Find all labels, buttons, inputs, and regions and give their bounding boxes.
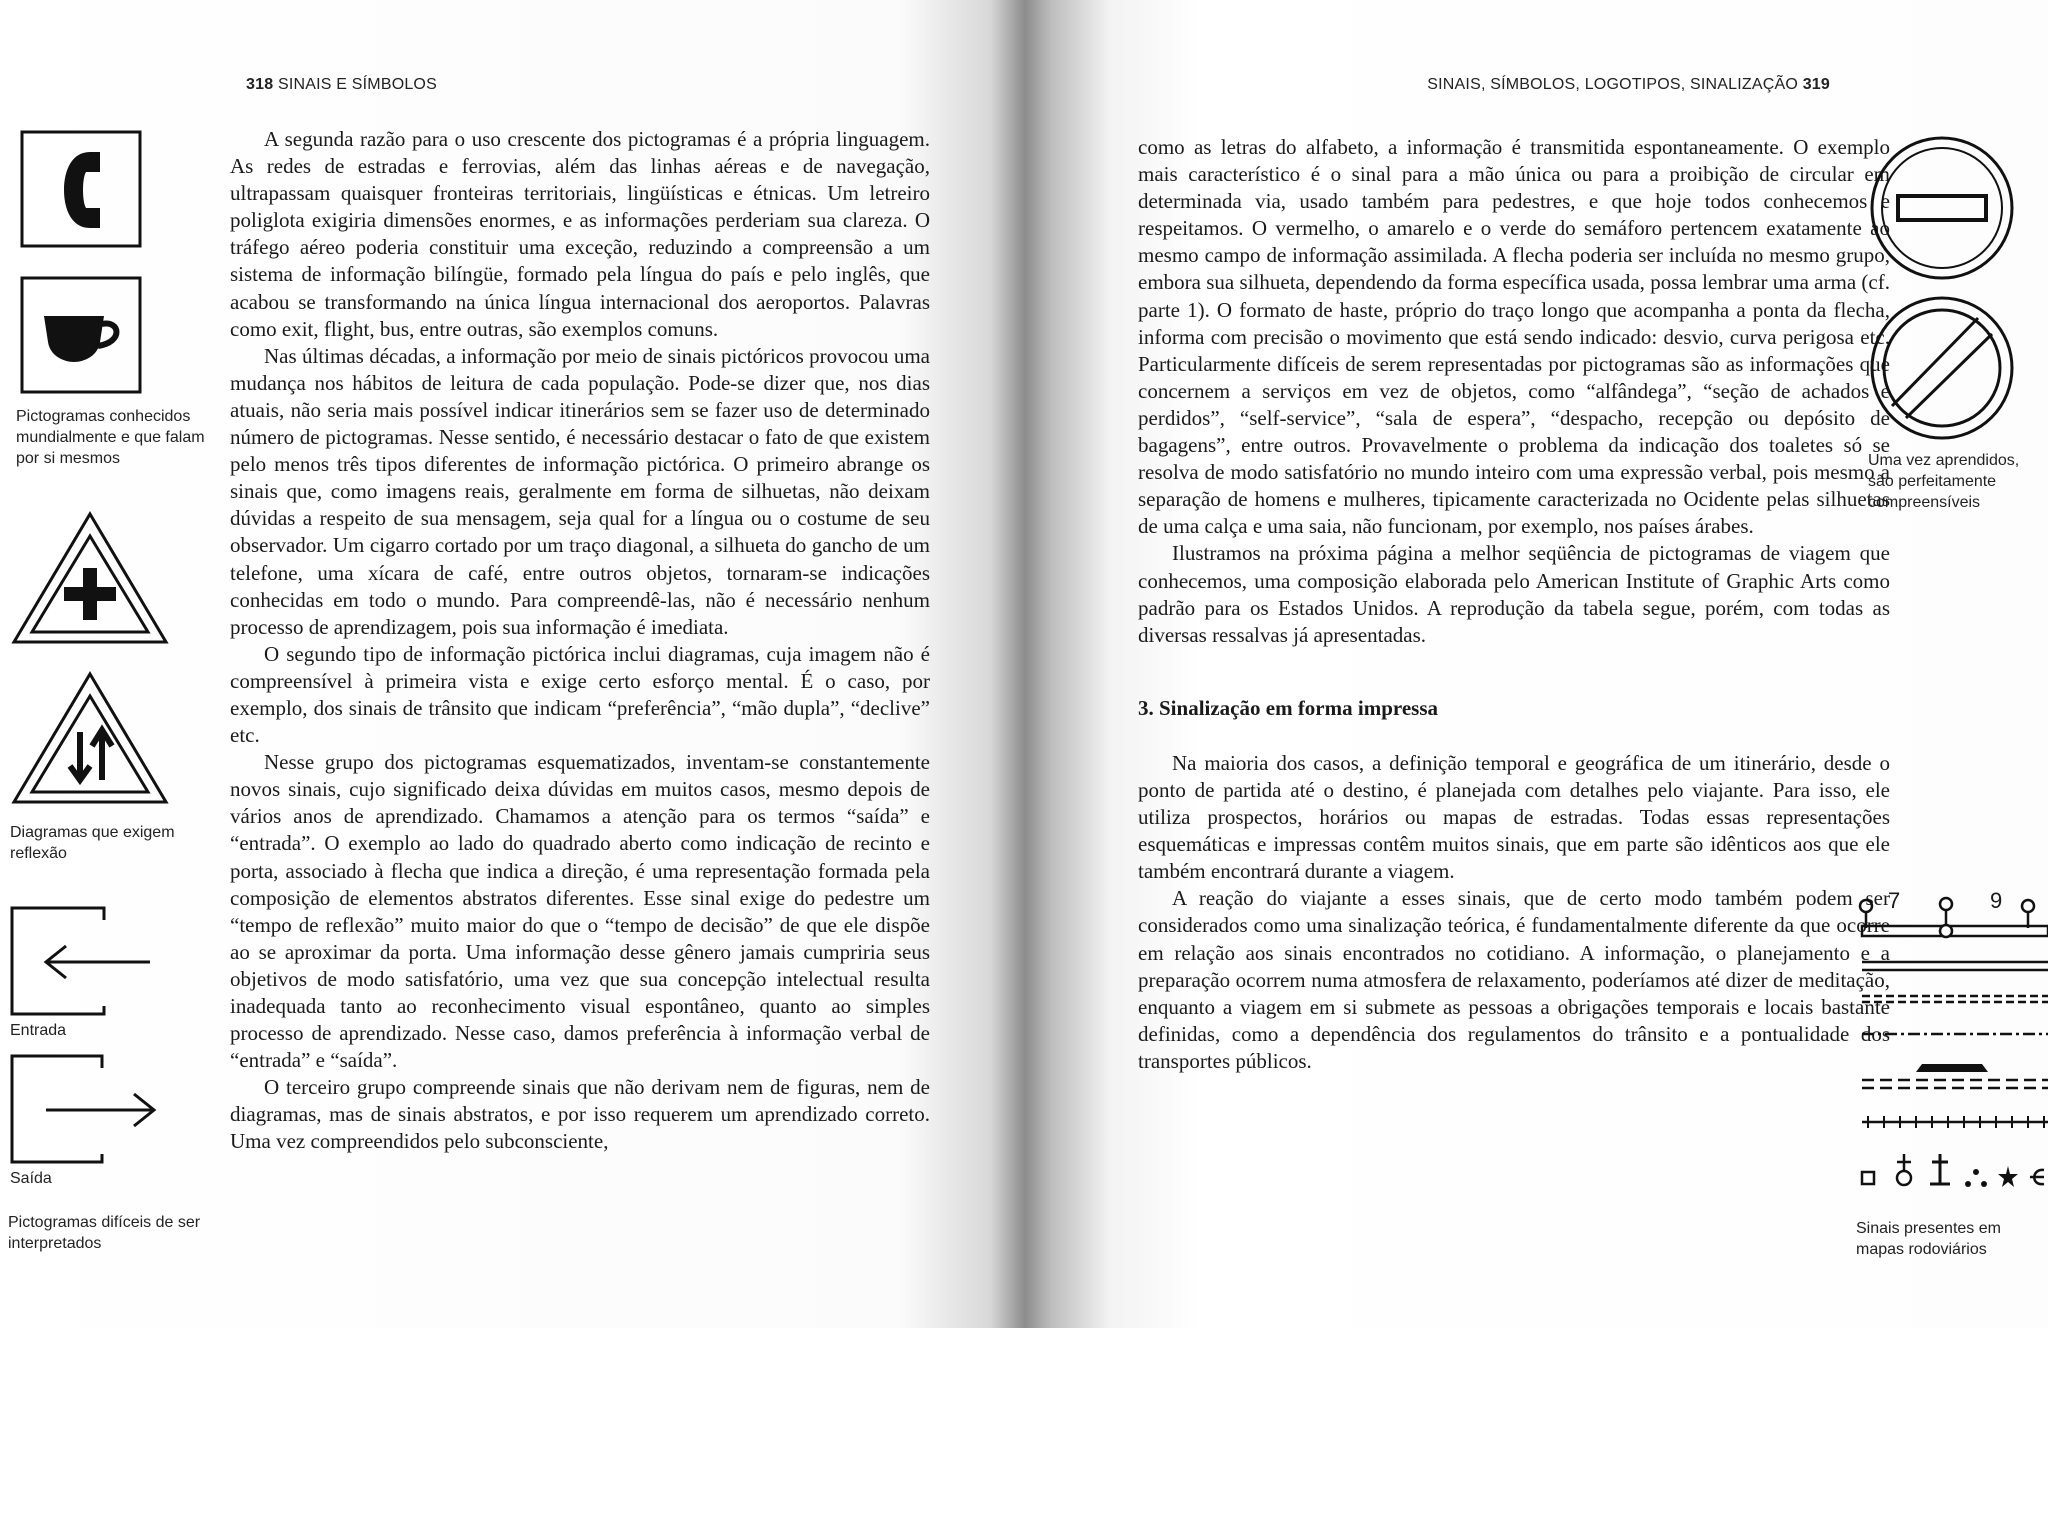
caption-entrada: Entrada — [10, 1022, 67, 1039]
map-symbols-icon — [1858, 888, 2048, 1207]
caption-learned: Uma vez aprendidos, são perfeitamente compreensíveis — [1868, 452, 2020, 511]
prohibition-sign-icon — [1868, 294, 2018, 449]
caption-diagrams: Diagramas que exigem reflexão — [10, 824, 175, 862]
caption-saida: Saída — [10, 1170, 52, 1187]
left-paragraph-3: O segundo tipo de informação pictórica inclui diagramas, cuja imagem não é compreensível à primeira vista e exige certo esforço mental. É o caso, por exemplo, dos sinais de trânsito que indicam “preferência”, “mão dupla”, “declive” etc. — [230, 641, 930, 748]
right-page — [1060, 0, 2048, 1328]
no-entry-sign-icon — [1868, 134, 2018, 289]
map-digit-9: 9 — [1990, 888, 2003, 913]
right-running-head — [1427, 76, 1830, 94]
left-paragraph-2: Nas últimas décadas, a informação por meio de sinais pictóricos provocou uma mudança nos hábitos de leitura de cada população. Pode-se dizer que, nos dias atuais, não seria mais possível indicar itinerários sem se fazer uso de determinado número de pictogramas. Nesse sentido, é necessário destacar o fato de que existem pelo menos três tipos diferentes de informação pictórica. O primeiro abrange os sinais que, como imagens reais, geralmente em forma de silhuetas, não deixam dúvidas a respeito de sua mensagem, seja qual for a língua ou o costume de seu observador. Um cigarro cortado por um traço diagonal, a silhueta do gancho de um telefone, uma xícara de café, entre outros objetos, tornaram-se indicações conhecidas em todo o mundo. Para compreendê-las, não é necessário nenhum processo de aprendizagem, pois sua informação é imediata. — [230, 343, 930, 639]
coffee-cup-icon — [20, 276, 144, 401]
left-body-text — [230, 126, 930, 1156]
right-paragraph-4: A reação do viajante a esses sinais, que de certo modo também podem ser considerados como uma sinalização teórica, é fundamentalmente diferente da que ocorre em relação aos sinais encontrados no cotidiano. A informação, o planejamento e a preparação ocorrem numa atmosfera de relaxamento, poderíamos até dizer de meditação, enquanto a viagem em si submete as pessoas a obrigações temporais e locais bastante definidas, como a dependência dos regulamentos do trânsito e a pontualidade dos transportes públicos. — [1138, 886, 1890, 1073]
right-paragraph-2: Ilustramos na próxima página a melhor seqüência de pictogramas de viagem que conhecemos, uma composição elaborada pelo American Institute of Graphic Arts como padrão para os Estados Unidos. A reprodução da tabela segue, porém, com todas as diversas ressalvas já apresentadas. — [1138, 541, 1890, 647]
right-running-title: SINAIS, SÍMBOLOS, LOGOTIPOS, SINALIZAÇÃO — [1427, 76, 1799, 93]
left-page — [0, 0, 1030, 1328]
left-paragraph-1: A segunda razão para o uso crescente dos pictogramas é a própria linguagem. As redes de estradas e ferrovias, além das linhas aéreas e de navegação, ultrapassam quaisquer fronteiras territoriais, lingüísticas e étnicas. Um letreiro poliglota exigiria dimensões enormes, e as informações perderiam sua clareza. O tráfego aéreo poderia constituir uma exceção, reduzindo a compreensão a um sistema de informação bilíngüe, formado pela língua do país e pelo inglês, que acabou se transformando na única língua internacional dos aeroportos. Palavras como exit, flight, bus, entre outras, são exemplos comuns. — [230, 127, 930, 341]
left-page-number: 318 — [246, 76, 274, 93]
caption-maps: Sinais presentes em mapas rodoviários — [1856, 1220, 2001, 1258]
caption-known-pictograms: Pictogramas conhecidos mundialmente e que falam por si mesmos — [16, 408, 205, 467]
left-paragraph-5: O terceiro grupo compreende sinais que não derivam nem de figuras, nem de diagramas, mas de sinais abstratos, e por isso requerem um aprendizado correto. Uma vez compreendidos pelo subconsciente, — [230, 1075, 930, 1154]
right-body-text — [1138, 134, 1890, 1075]
left-paragraph-4: Nesse grupo dos pictogramas esquematizados, inventam-se constantemente novos sinais, cujo significado deixa dúvidas em muitos casos, mesmo depois de vários anos de aprendizado. Chamamos a atenção para os termos “saída” e “entrada”. O exemplo ao lado do quadrado aberto como indicação de recinto e porta, associado à flecha que indica a direção, é uma representação formada pela composição de elementos abstratos diferentes. Esse sinal exige do pedestre um “tempo de reflexão” muito maior do que o “tempo de decisão” de que ele dispõe ao se aproximar da porta. Uma informação desse gênero jamais cumpriria seus objetivos de modo satisfatório, uma vez que sua concepção intelectual resulta inadequada tanto ao reconhecimento visual espontâneo, quanto ao simples processo de aprendizado. Nesse caso, damos preferência à informação verbal de “entrada” e “saída”. — [230, 750, 930, 1073]
left-running-head — [246, 76, 437, 94]
section-title: 3. Sinalização em forma impressa — [1138, 695, 1438, 720]
right-paragraph-3: Na maioria dos casos, a definição temporal e geográfica de um itinerário, desde o ponto de partida até o destino, é planejada com detalhes pelo viajante. Para isso, ele utiliza prospectos, horários ou mapas de estradas. Todas essas representações esquemáticas e impressas contêm muitos sinais, que em parte são idênticos aos que ele também encontrará durante a viagem. — [1138, 750, 1890, 884]
two-way-traffic-sign-icon — [10, 670, 170, 811]
right-paragraph-1: como as letras do alfabeto, a informação é transmitida espontaneamente. O exemplo mais característico é o sinal para a mão única ou para a proibição de circular em determinada via, usado também para pedestres, e que hoje todos conhecemos e respeitamos. O vermelho, o amarelo e o verde do semáforo pertencem exatamente ao mesmo campo de informação assimilada. A flecha poderia ser incluída no mesmo grupo, embora sua silhueta, dependendo da forma específica usada, possa lembrar uma arma (cf. parte 1). O formato de haste, próprio do traço longo que acompanha a ponta da flecha, informa com precisão o movimento que está sendo indicado: desvio, curva perigosa etc. Particularmente difíceis de serem representadas por pictogramas são as informações que concernem a serviços em vez de objetos, como “alfândega”, “seção de achados e perdidos”, “self-service”, “sala de espera”, “despacho, recepção ou depósito de bagagens”, entre outros. Provavelmente o problema da indicação dos toaletes só se resolva de modo satisfatório no mundo inteiro com uma expressão verbal, pois mesmo a separação de homens e mulheres, tipicamente caracterizada no Ocidente pelas silhuetas de uma calça e uma saia, não funcionam, por exemplo, nos países árabes. — [1138, 135, 1890, 539]
right-page-number: 319 — [1802, 76, 1830, 93]
entrance-icon — [10, 906, 160, 1021]
telephone-icon — [20, 130, 144, 255]
map-digit-7: 7 — [1888, 888, 1901, 913]
caption-difficult-pictograms: Pictogramas difíceis de ser interpretados — [8, 1214, 201, 1252]
first-aid-sign-icon — [10, 510, 170, 651]
left-running-title: SINAIS E SÍMBOLOS — [277, 76, 437, 93]
exit-icon — [10, 1054, 160, 1169]
